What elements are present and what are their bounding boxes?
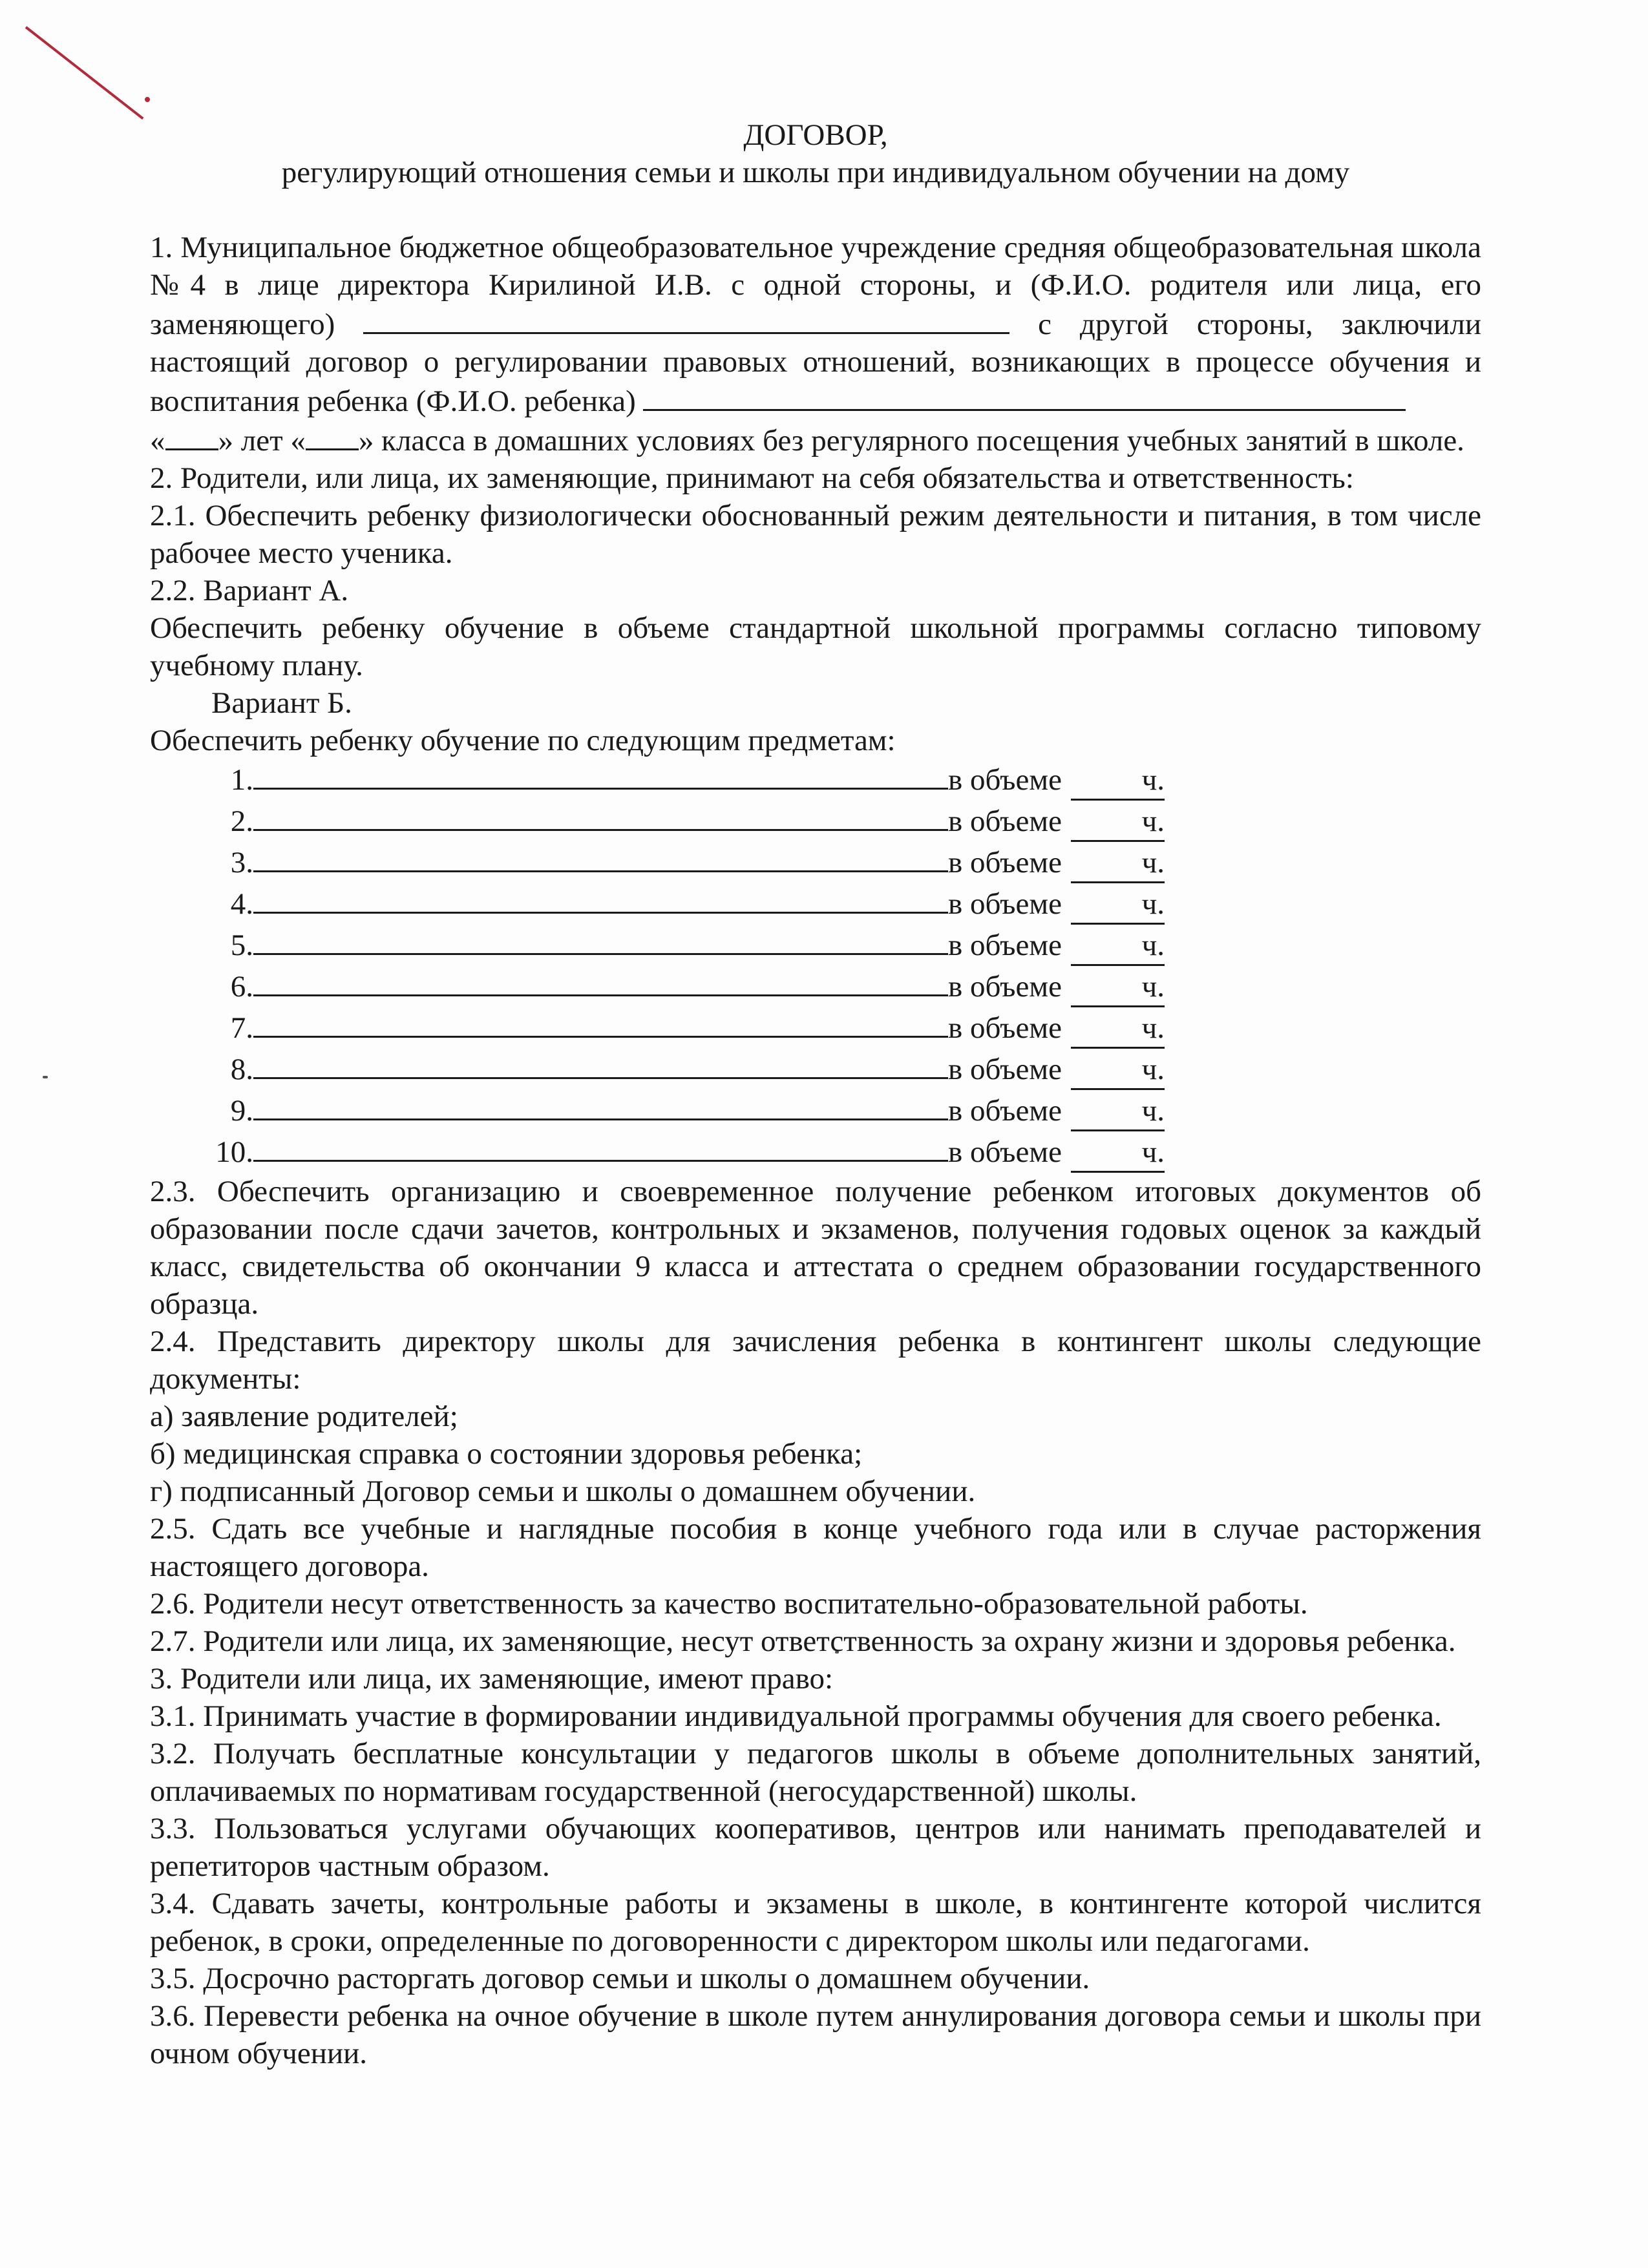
subject-row xyxy=(150,1131,1481,1173)
clause-2-heading: 2. Родители, или лица, их заменяющие, принимают на себя обязательства и ответственность: xyxy=(150,461,1354,495)
clause-3-6: 3.6. Перевести ребенка на очное обучение в школе путем аннулирования договора семьи и школы при очном обучении. xyxy=(150,1999,1481,2070)
subject-number: 9. xyxy=(230,1094,253,1128)
clause-3-2: 3.2. Получать бесплатные консультации у педагогов школы в объеме дополнительных занятий, оплачиваемых по нормативам государственной (негосударственной) школы. xyxy=(150,1737,1481,1808)
subject-number: 8. xyxy=(230,1053,253,1086)
clause-3-5: 3.5. Досрочно расторгать договор семьи и школы о домашнем обучении. xyxy=(150,1962,1090,1995)
document-page xyxy=(150,116,1481,2072)
subject-number: 6. xyxy=(230,970,253,1003)
subject-row xyxy=(150,966,1481,1007)
class-blank[interactable] xyxy=(306,420,359,450)
volume-label: в объеме xyxy=(948,1094,1062,1128)
age-label: » лет « xyxy=(218,424,306,457)
clause-1-text-b: с другой стороны, заключили настоящий договор о регулировании правовых отношений, возникающих в процессе обучения и воспитания ребенка (Ф.И.О. ребенка) xyxy=(150,308,1482,418)
subject-row xyxy=(150,842,1481,883)
scan-speck xyxy=(43,1076,48,1078)
volume-label: в объеме xyxy=(948,1011,1062,1045)
subject-number: 3. xyxy=(230,846,253,879)
parent-name-blank[interactable] xyxy=(363,304,1009,334)
document-title: ДОГОВОР, xyxy=(743,118,888,152)
subject-blank[interactable] xyxy=(253,842,948,872)
clause-1-age-class xyxy=(150,420,1481,459)
volume-label: в объеме xyxy=(948,1135,1062,1169)
clause-2-2: 2.2. Вариант А. xyxy=(150,574,349,607)
staple-dot xyxy=(145,97,150,102)
variant-b-label: Вариант Б. xyxy=(211,686,352,720)
subject-number: 7. xyxy=(230,1011,253,1045)
hours-blank[interactable]: ч. xyxy=(1071,1092,1165,1131)
hours-blank[interactable]: ч. xyxy=(1071,968,1165,1007)
subject-row xyxy=(150,801,1481,842)
hours-blank[interactable]: ч. xyxy=(1071,844,1165,883)
hours-blank[interactable]: ч. xyxy=(1071,885,1165,925)
document-subtitle: регулирующий отношения семьи и школы при индивидуальном обучении на дому xyxy=(281,156,1350,189)
hours-blank[interactable]: ч. xyxy=(1071,1051,1165,1090)
clause-2-5: 2.5. Сдать все учебные и наглядные пособия в конце учебного года или в случае расторжения настоящего договора. xyxy=(150,1512,1481,1583)
subject-blank[interactable] xyxy=(253,925,948,955)
clause-2-6: 2.6. Родители несут ответственность за качество воспитательно-образовательной работы. xyxy=(150,1587,1308,1621)
document-item-a: а) заявление родителей; xyxy=(150,1400,458,1433)
subject-number: 5. xyxy=(230,929,253,962)
subject-blank[interactable] xyxy=(253,759,948,790)
clause-3-1: 3.1. Принимать участие в формировании индивидуальной программы обучения для своего ребенка. xyxy=(150,1699,1442,1733)
clause-2-1: 2.1. Обеспечить ребенку физиологически обоснованный режим деятельности и питания, в том числе рабочее место ученика. xyxy=(150,499,1481,570)
clause-1-text-a: 1. Муниципальное бюджетное общеобразовательное учреждение средняя общеобразовательная школа №4 в лице директора Кирилиной И.В. с одной стороны, и (Ф.И.О. родителя или лица, его заменяющего) xyxy=(150,231,1481,341)
variant-b-text: Обеспечить ребенку обучение по следующим предметам: xyxy=(150,724,896,757)
subject-number: 2. xyxy=(230,804,253,838)
subject-number: 1. xyxy=(230,763,253,797)
child-name-blank[interactable] xyxy=(643,381,1406,411)
class-label: » класса в домашних условиях без регулярного посещения учебных занятий в школе. xyxy=(358,424,1464,457)
subject-blank[interactable] xyxy=(253,883,948,914)
subject-row xyxy=(150,759,1481,801)
subjects-list xyxy=(150,759,1481,1173)
volume-label: в объеме xyxy=(948,1053,1062,1086)
subject-row xyxy=(150,1090,1481,1131)
subject-row xyxy=(150,1007,1481,1049)
subject-blank[interactable] xyxy=(253,1049,948,1079)
subject-number: 10. xyxy=(215,1135,253,1169)
document-item-b: б) медицинская справка о состоянии здоровья ребенка; xyxy=(150,1437,863,1471)
volume-label: в объеме xyxy=(948,887,1062,921)
subject-blank[interactable] xyxy=(253,1090,948,1120)
hours-blank[interactable]: ч. xyxy=(1071,927,1165,966)
subject-row xyxy=(150,1049,1481,1090)
clause-1 xyxy=(150,229,1481,420)
subject-blank[interactable] xyxy=(253,1007,948,1038)
age-open-quote: « xyxy=(150,424,165,457)
volume-label: в объеме xyxy=(948,804,1062,838)
clause-2-7: 2.7. Родители или лица, их заменяющие, несут ответственность за охрану жизни и здоровья ребенка. xyxy=(150,1624,1456,1658)
subject-row xyxy=(150,883,1481,925)
subject-number: 4. xyxy=(230,887,253,921)
subject-row xyxy=(150,925,1481,966)
volume-label: в объеме xyxy=(948,846,1062,879)
hours-blank[interactable]: ч. xyxy=(1071,1133,1165,1173)
clause-2-3: 2.3. Обеспечить организацию и своевременное получение ребенком итоговых документов об образовании после сдачи зачетов, контрольных и экзаменов, получения годовых оценок за каждый класс, свидетельства об окончании 9 класса и аттестата о среднем образовании государственного образца. xyxy=(150,1175,1481,1321)
clause-3-3: 3.3. Пользоваться услугами обучающих кооперативов, центров или нанимать преподавателей и репетиторов частным образом. xyxy=(150,1812,1481,1883)
variant-a-text: Обеспечить ребенку обучение в объеме стандартной школьной программы согласно типовому учебному плану. xyxy=(150,611,1481,682)
hours-blank[interactable]: ч. xyxy=(1071,1009,1165,1049)
document-item-g: г) подписанный Договор семьи и школы о домашнем обучении. xyxy=(150,1475,976,1508)
age-blank[interactable] xyxy=(165,420,218,450)
volume-label: в объеме xyxy=(948,970,1062,1003)
subject-blank[interactable] xyxy=(253,801,948,831)
subject-blank[interactable] xyxy=(253,1131,948,1162)
volume-label: в объеме xyxy=(948,929,1062,962)
volume-label: в объеме xyxy=(948,763,1062,797)
subject-blank[interactable] xyxy=(253,966,948,996)
clause-2-4: 2.4. Представить директору школы для зачисления ребенка в контингент школы следующие документы: xyxy=(150,1325,1481,1396)
hours-blank[interactable]: ч. xyxy=(1071,761,1165,801)
clause-3-heading: 3. Родители или лица, их заменяющие, имеют право: xyxy=(150,1662,834,1696)
staple-mark xyxy=(25,26,144,120)
clause-3-4: 3.4. Сдавать зачеты, контрольные работы и экзамены в школе, в контингенте которой числится ребенок, в сроки, определенные по договоренности с директором школы или педагогами. xyxy=(150,1887,1481,1958)
hours-blank[interactable]: ч. xyxy=(1071,803,1165,842)
